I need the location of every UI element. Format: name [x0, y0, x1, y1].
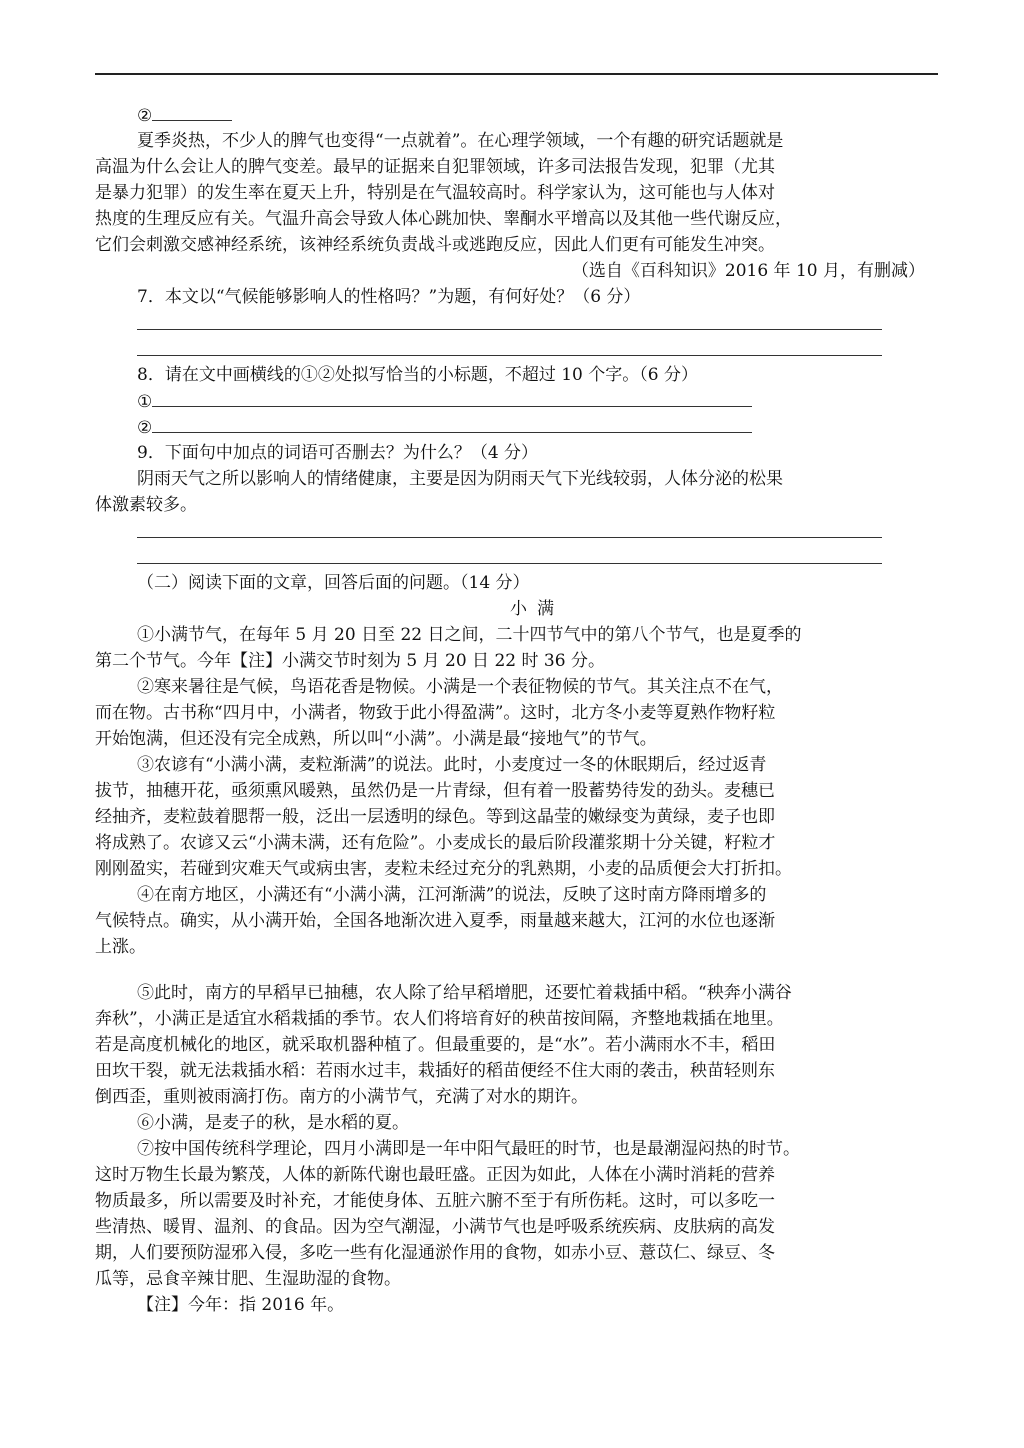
article-note: 【注】今年：指 2016 年。 — [137, 1295, 345, 1315]
subtitle-2: ② — [137, 102, 937, 128]
paragraph-line: ⑤此时，南方的早稻早已抽穗，农人除了给早稻增肥，还要忙着栽插中稻。“秧奔小满谷 — [137, 983, 792, 1003]
paragraph-line: 田坎干裂，就无法栽插水稻：若雨水过丰，栽插好的稻苗便经不住大雨的袭击，秧苗轻则东 — [95, 1061, 775, 1081]
paragraph-line: 上涨。 — [95, 937, 146, 957]
article-title: 小满 — [510, 599, 564, 619]
article-body — [95, 622, 937, 1292]
paragraph-line: ②寒来暑往是气候，鸟语花香是物候。小满是一个表征物候的节气。其关注点不在气， — [137, 677, 783, 697]
question-9: 9．下面句中加点的词语可否删去？为什么？（4 分） — [137, 443, 539, 463]
paragraph-line: 瓜等，忌食辛辣甘肥、生湿助湿的食物。 — [95, 1269, 401, 1289]
q8-answer-1[interactable]: ① — [137, 388, 937, 414]
article-paragraph — [95, 752, 937, 882]
passage1-source: （选自《百科知识》2016 年 10 月，有删减） — [571, 261, 925, 281]
article-paragraph — [95, 980, 937, 1110]
q8-answer-2[interactable]: ② — [137, 414, 937, 440]
paragraph-line: ⑥小满，是麦子的秋，是水稻的夏。 — [137, 1113, 409, 1133]
q9-sentence: 阴雨天气之所以影响人的情绪健康，主要是因为阴雨天气下光线较弱，人体分泌的松果 体激素较多。 — [95, 469, 783, 515]
paragraph-line: 若是高度机械化的地区，就采取机器种植了。但最重要的，是“水”。若小满雨水不丰，稻田 — [95, 1035, 776, 1055]
section2-heading: （二）阅读下面的文章，回答后面的问题。（14 分） — [137, 573, 530, 593]
paragraph-line: 物质最多，所以需要及时补充，才能使身体、五脏六腑不至于有所伤耗。这时，可以多吃一 — [95, 1191, 775, 1211]
paragraph-line: 气候特点。确实，从小满开始，全国各地渐次进入夏季，雨量越来越大，江河的水位也逐渐 — [95, 911, 775, 931]
article-paragraph — [95, 1136, 937, 1292]
document-body — [95, 102, 937, 1318]
question-7: 7．本文以“气候能够影响人的性格吗？”为题，有何好处？（6 分） — [137, 287, 641, 307]
q7-answer-line-2[interactable] — [137, 336, 937, 362]
paragraph-line: ⑦按中国传统科学理论，四月小满即是一年中阳气最旺的时节，也是最潮湿闷热的时节。 — [137, 1139, 800, 1159]
header-rule — [95, 73, 938, 75]
q9-answer-line-2[interactable] — [137, 544, 937, 570]
paragraph-line: 而在物。古书称“四月中，小满者，物致于此小得盈满”。这时，北方冬小麦等夏熟作物籽粒 — [95, 703, 776, 723]
paragraph-line: 些清热、暖胃、温剂、的食品。因为空气潮湿，小满节气也是呼吸系统疾病、皮肤病的高发 — [95, 1217, 775, 1237]
paragraph-line: ③农谚有“小满小满，麦粒渐满”的说法。此时，小麦度过一冬的休眠期后，经过返青 — [137, 755, 767, 775]
paragraph-line: 这时万物生长最为繁茂，人体的新陈代谢也最旺盛。正因为如此，人体在小满时消耗的营养 — [95, 1165, 775, 1185]
q7-answer-line-1[interactable] — [137, 310, 937, 336]
article-paragraph — [95, 882, 937, 960]
paragraph-line: 倒西歪，重则被雨滴打伤。南方的小满节气，充满了对水的期许。 — [95, 1087, 588, 1107]
passage1-paragraph: 夏季炎热，不少人的脾气也变得“一点就着”。在心理学领域，一个有趣的研究话题就是 高温为什么会让人的脾气变差。最早的证据来自犯罪领域，许多司法报告发现，犯罪（尤其 是暴力犯罪）的发生率在夏天上升，特别是在气温较高时。科学家认为，这可能也与人体对 热度的生理反应有关。气温升高会导致人体心跳加快、睾酮水平增高以及其他一些代谢反应， 它们会刺激交感神经系统，该神经系统负责战斗或逃跑反应，因此人们更有可能发生冲突。 — [95, 131, 792, 255]
paragraph-line: 第二个节气。今年【注】小满交节时刻为 5 月 20 日 22 时 36 分。 — [95, 651, 605, 671]
paragraph-line: ①小满节气，在每年 5 月 20 日至 22 日之间，二十四节气中的第八个节气，也是夏季的 — [137, 625, 802, 645]
paragraph-line: 期，人们要预防湿邪入侵，多吃一些有化湿通淤作用的食物，如赤小豆、薏苡仁、绿豆、冬 — [95, 1243, 775, 1263]
question-8: 8．请在文中画横线的①②处拟写恰当的小标题，不超过 10 个字。（6 分） — [137, 365, 698, 385]
paragraph-line: 刚刚盈实，若碰到灾难天气或病虫害，麦粒未经过充分的乳熟期，小麦的品质便会大打折扣。 — [95, 859, 792, 879]
article-paragraph — [95, 622, 937, 674]
q9-answer-line-1[interactable] — [137, 518, 937, 544]
subtitle-2-blank[interactable] — [152, 102, 232, 121]
paragraph-line: 拔节，抽穗开花，亟须熏风暖熟，虽然仍是一片青绿，但有着一股蓄势待发的劲头。麦穗已 — [95, 781, 775, 801]
paragraph-line: ④在南方地区，小满还有“小满小满，江河渐满”的说法，反映了这时南方降雨增多的 — [137, 885, 767, 905]
paragraph-line: 经抽齐，麦粒鼓着腮帮一般，泛出一层透明的绿色。等到这晶莹的嫩绿变为黄绿，麦子也即 — [95, 807, 775, 827]
paragraph-line: 将成熟了。农谚又云“小满未满，还有危险”。小麦成长的最后阶段灌浆期十分关键，籽粒才 — [95, 833, 776, 853]
article-paragraph — [95, 1110, 937, 1136]
paragraph-line: 开始饱满，但还没有完全成熟，所以叫“小满”。小满是最“接地气”的节气。 — [95, 729, 657, 749]
article-paragraph — [95, 674, 937, 752]
paragraph-line: 奔秋”，小满正是适宜水稻栽插的季节。农人们将培育好的秧苗按间隔，齐整地栽插在地里。 — [95, 1009, 784, 1029]
